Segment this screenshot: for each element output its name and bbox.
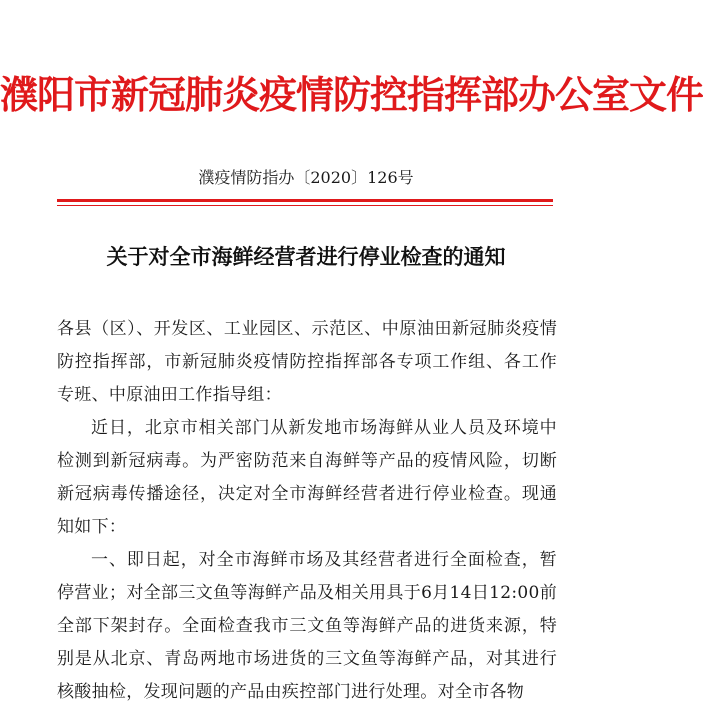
- document-number: 濮疫情防指办〔2020〕126号: [198, 168, 414, 187]
- body-paragraph: 一、即日起，对全市海鲜市场及其经营者进行全面检查，暂停营业；对全部三文鱼等海鲜产品及相关用具于6月14日12:00前全部下架封存。全面检查我市三文鱼等海鲜产品的进货来源，特别是从北京、青岛两地市场进货的三文鱼等海鲜产品，对其进行核酸抽检，发现问题的产品由疾控部门进行处理。对全市各物: [57, 550, 557, 702]
- document-title: 关于对全市海鲜经营者进行停业检查的通知: [106, 244, 506, 269]
- body-paragraph: 近日，北京市相关部门从新发地市场海鲜从业人员及环境中检测到新冠病毒。为严密防范来自海鲜等产品的疫情风险，切断新冠病毒传播途径，决定对全市海鲜经营者进行停业检查。现通知如下：: [57, 418, 557, 537]
- issuer-header: 濮阳市新冠肺炎疫情防控指挥部办公室文件: [0, 73, 703, 117]
- red-divider-thick: [57, 199, 553, 202]
- red-divider-thin: [57, 205, 553, 206]
- document-body: [57, 313, 557, 709]
- salutation-paragraph: 各县（区）、开发区、工业园区、示范区、中原油田新冠肺炎疫情防控指挥部，市新冠肺炎疫情防控指挥部各专项工作组、各工作专班、中原油田工作指导组：: [57, 319, 557, 405]
